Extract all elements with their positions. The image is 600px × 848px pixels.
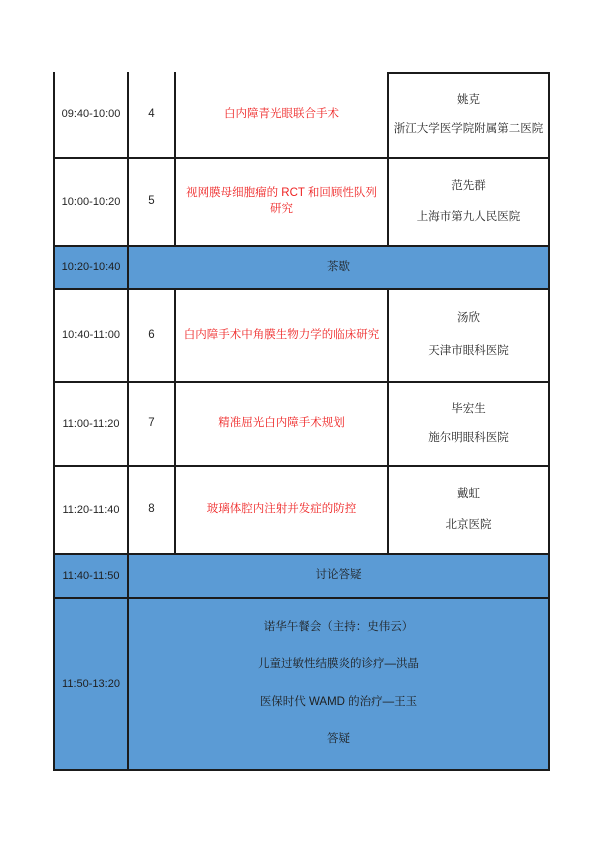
speaker-affiliation: 浙江大学医学院附属第二医院 bbox=[393, 123, 544, 136]
topic-cell: 精准屈光白内障手术规划 bbox=[174, 383, 387, 465]
time-cell: 10:20-10:40 bbox=[53, 247, 127, 288]
topic-cell: 玻璃体腔内注射并发症的防控 bbox=[174, 467, 387, 553]
table-row bbox=[53, 159, 550, 247]
lunch-cell bbox=[127, 599, 550, 769]
speaker-affiliation: 上海市第九人民医院 bbox=[416, 210, 521, 223]
lunch-line: 儿童过敏性结膜炎的诊疗—洪晶 bbox=[258, 658, 419, 671]
speaker-name: 姚克 bbox=[457, 93, 480, 106]
speaker-cell bbox=[387, 383, 550, 465]
time-cell: 10:00-10:20 bbox=[53, 159, 127, 245]
lunch-line: 答疑 bbox=[327, 733, 350, 746]
index-cell: 4 bbox=[127, 72, 174, 157]
speaker-name: 汤欣 bbox=[457, 311, 480, 324]
break-row bbox=[53, 555, 550, 599]
topic-cell: 白内障手术中角膜生物力学的临床研究 bbox=[174, 290, 387, 381]
index-cell: 8 bbox=[127, 467, 174, 553]
table-row bbox=[53, 72, 550, 159]
speaker-cell bbox=[387, 159, 550, 245]
break-label: 讨论答疑 bbox=[127, 555, 550, 597]
break-row bbox=[53, 247, 550, 290]
speaker-name: 范先群 bbox=[451, 179, 486, 192]
topic-cell: 视网膜母细胞瘤的 RCT 和回顾性队列研究 bbox=[174, 159, 387, 245]
speaker-name: 毕宏生 bbox=[451, 402, 486, 415]
speaker-affiliation: 天津市眼科医院 bbox=[428, 345, 509, 358]
topic-cell: 白内障青光眼联合手术 bbox=[174, 72, 387, 157]
lunch-line: 医保时代 WAMD 的治疗—王玉 bbox=[259, 695, 418, 708]
speaker-name: 戴虹 bbox=[457, 487, 480, 500]
time-cell: 11:20-11:40 bbox=[53, 467, 127, 553]
speaker-cell bbox=[387, 290, 550, 381]
index-cell: 5 bbox=[127, 159, 174, 245]
time-cell: 11:50-13:20 bbox=[53, 599, 127, 769]
lunch-row bbox=[53, 599, 550, 771]
speaker-affiliation: 北京医院 bbox=[445, 518, 492, 531]
lunch-line: 诺华午餐会（主持：史伟云） bbox=[263, 620, 414, 633]
time-cell: 11:40-11:50 bbox=[53, 555, 127, 597]
time-cell: 11:00-11:20 bbox=[53, 383, 127, 465]
table-row bbox=[53, 467, 550, 555]
time-cell: 09:40-10:00 bbox=[53, 72, 127, 157]
break-label: 茶歇 bbox=[127, 247, 550, 288]
time-cell: 10:40-11:00 bbox=[53, 290, 127, 381]
speaker-cell bbox=[387, 72, 550, 157]
speaker-cell bbox=[387, 467, 550, 553]
speaker-affiliation: 施尔明眼科医院 bbox=[428, 431, 509, 444]
index-cell: 7 bbox=[127, 383, 174, 465]
index-cell: 6 bbox=[127, 290, 174, 381]
conference-schedule-table bbox=[53, 72, 550, 771]
table-row bbox=[53, 383, 550, 467]
table-row bbox=[53, 290, 550, 383]
